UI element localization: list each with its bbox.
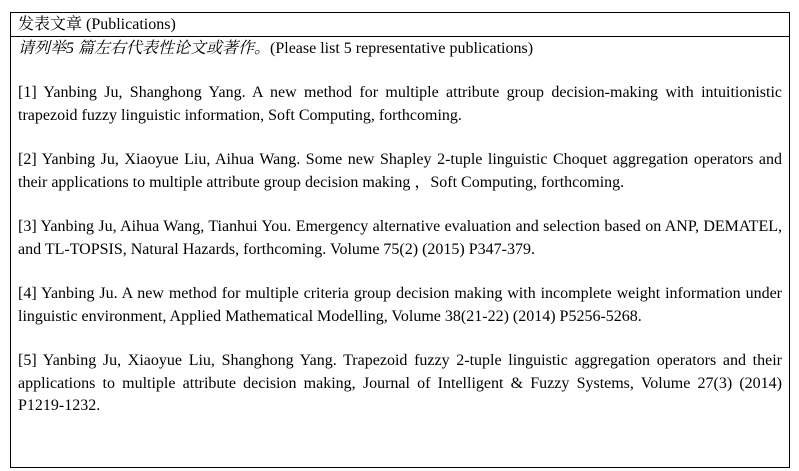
publication-item: [5] Yanbing Ju, Xiaoyue Liu, Shanghong Yang. Trapezoid fuzzy 2-tuple linguistic aggregation operators and their applications to multiple attribute decision making, Journal of Intelligent & Fuzzy Systems, Volume 27(3) (2014) P1219-1232.	[18, 352, 782, 414]
publication-item: [2] Yanbing Ju, Xiaoyue Liu, Aihua Wang. Some new Shapley 2-tuple linguistic Choquet aggregation operators and their applications to multiple attribute group decision making ，Soft Computing, forthcoming.	[18, 151, 782, 191]
publications-body	[11, 38, 789, 418]
instruction-en: (Please list 5 representative publications)	[270, 40, 534, 57]
publication-item: [4] Yanbing Ju. A new method for multiple criteria group decision making with incomplete weight information under linguistic environment, Applied Mathematical Modelling, Volume 38(21-22) (2014) P5256-5268.	[18, 285, 782, 325]
section-title: 发表文章 (Publications)	[11, 13, 789, 37]
publication-item: [1] Yanbing Ju, Shanghong Yang. A new method for multiple attribute group decision-making with intuitionistic trapezoid fuzzy linguistic information, Soft Computing, forthcoming.	[18, 84, 782, 124]
instruction-zh: 请列举5 篇左右代表性论文或著作。	[18, 40, 271, 57]
instruction-line	[18, 38, 782, 60]
publications-table	[10, 12, 790, 468]
publication-item: [3] Yanbing Ju, Aihua Wang, Tianhui You. Emergency alternative evaluation and selection based on ANP, DEMATEL, and TL-TOPSIS, Natural Hazards, forthcoming. Volume 75(2) (2015) P347-379.	[18, 218, 782, 258]
